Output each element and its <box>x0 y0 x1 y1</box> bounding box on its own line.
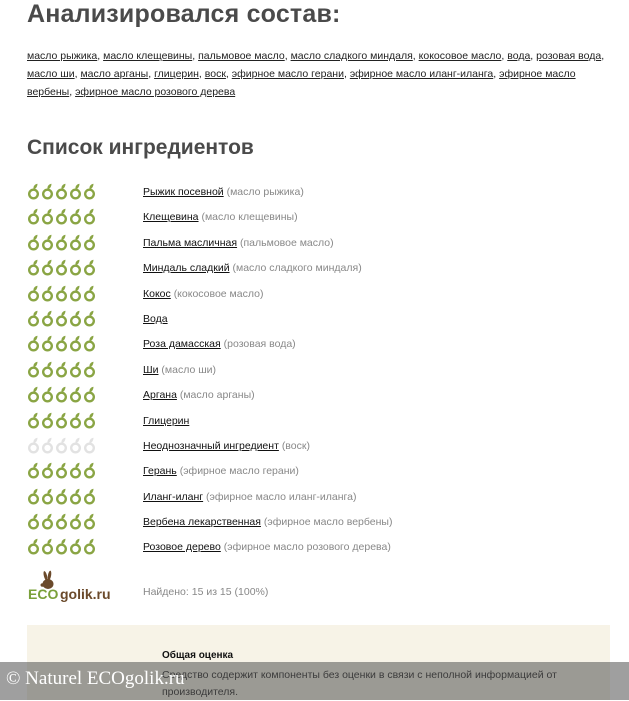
leaf-icon <box>41 386 54 403</box>
ingredient-rating <box>27 208 96 225</box>
composition-link[interactable]: глицерин <box>154 68 199 80</box>
ingredient-text <box>143 516 392 528</box>
composition-separator: , <box>69 86 76 98</box>
watermark-bar <box>0 662 629 700</box>
leaf-icon <box>83 513 96 530</box>
ingredient-row <box>27 384 617 409</box>
ingredient-original-name: (эфирное масло герани) <box>179 465 299 478</box>
ingredient-text <box>143 465 299 477</box>
leaf-icon <box>27 462 40 479</box>
leaf-icon <box>55 513 68 530</box>
leaf-icon <box>41 335 54 352</box>
ingredient-rating <box>27 285 96 302</box>
ingredient-name-link[interactable]: Кокос <box>143 287 171 300</box>
ingredient-name-link[interactable]: Розовое дерево <box>143 541 221 554</box>
ingredient-text <box>143 237 334 249</box>
ingredient-name-link[interactable]: Миндаль сладкий <box>143 262 230 275</box>
logo-eco-text: ECO <box>28 586 59 602</box>
leaf-icon <box>69 234 82 251</box>
composition-link[interactable]: кокосовое масло <box>418 50 502 62</box>
composition-separator: , <box>74 68 81 80</box>
leaf-icon <box>69 335 82 352</box>
ingredients-list <box>27 181 617 562</box>
ingredient-row <box>27 460 617 485</box>
ingredient-original-name: (пальмовое масло) <box>239 236 334 249</box>
composition-link[interactable]: розовая вода <box>536 50 602 62</box>
leaf-icon <box>41 538 54 555</box>
composition-separator: , <box>501 50 508 62</box>
found-count: Найдено: 15 из 15 (100%) <box>143 586 269 598</box>
leaf-icon <box>27 183 40 200</box>
ingredient-original-name: (воск) <box>281 439 310 452</box>
leaf-icon <box>69 208 82 225</box>
ecogolik-logo[interactable] <box>28 570 123 604</box>
ingredient-text <box>143 338 296 350</box>
composition-link[interactable]: масло ши <box>27 68 75 80</box>
leaf-icon <box>41 361 54 378</box>
leaf-icon <box>83 361 96 378</box>
leaf-icon <box>69 310 82 327</box>
leaf-icon <box>55 386 68 403</box>
composition-link[interactable]: масло сладкого миндаля <box>290 50 413 62</box>
composition-separator: , <box>192 50 199 62</box>
leaf-icon <box>27 234 40 251</box>
composition-link[interactable]: масло арганы <box>80 68 149 80</box>
leaf-icon <box>83 335 96 352</box>
leaf-icon <box>55 234 68 251</box>
leaf-icon <box>55 462 68 479</box>
leaf-icon <box>27 412 40 429</box>
leaf-icon <box>83 310 96 327</box>
composition-separator: , <box>493 68 500 80</box>
ingredient-row <box>27 410 617 435</box>
composition-link[interactable]: эфирное масло герани <box>231 68 344 80</box>
ingredient-text <box>143 211 298 223</box>
ingredient-row <box>27 257 617 282</box>
leaf-icon <box>55 259 68 276</box>
composition-separator: , <box>198 68 205 80</box>
leaf-icon <box>27 513 40 530</box>
ingredient-row <box>27 333 617 358</box>
ingredient-name-link[interactable]: Роза дамасская <box>143 338 221 351</box>
leaf-icon <box>27 259 40 276</box>
ingredient-original-name: (масло сладкого миндаля) <box>232 262 362 275</box>
leaf-icon <box>27 538 40 555</box>
watermark-text: © Naturel ECOgolik.ru <box>6 668 185 689</box>
ingredient-original-name: (эфирное масло вербены) <box>263 516 393 529</box>
leaf-icon <box>83 437 96 454</box>
composition-separator: , <box>97 50 104 62</box>
ingredient-rating <box>27 361 96 378</box>
composition-link[interactable]: пальмовое масло <box>198 50 285 62</box>
leaf-icon <box>27 335 40 352</box>
ingredient-text <box>143 541 391 553</box>
composition-separator: , <box>343 68 350 80</box>
leaf-icon <box>41 234 54 251</box>
leaf-icon <box>27 386 40 403</box>
ingredient-original-name: (эфирное масло иланг-иланга) <box>206 490 357 503</box>
ingredient-row <box>27 181 617 206</box>
leaf-icon <box>69 462 82 479</box>
leaf-icon <box>55 437 68 454</box>
ingredient-rating <box>27 462 96 479</box>
ingredient-row <box>27 359 617 384</box>
ingredient-rating <box>27 488 96 505</box>
ingredient-rating <box>27 412 96 429</box>
ingredient-text <box>143 415 189 427</box>
ingredient-row <box>27 308 617 333</box>
ingredient-name-link[interactable]: Рыжик посевной <box>143 186 224 198</box>
ingredient-row <box>27 536 617 561</box>
composition-link[interactable]: эфирное масло иланг-иланга <box>349 68 494 80</box>
ingredient-text <box>143 364 216 376</box>
leaf-icon <box>69 386 82 403</box>
leaf-icon <box>83 285 96 302</box>
ingredient-name-link[interactable]: Неоднозначный ингредиент <box>143 439 279 452</box>
ingredient-original-name: (масло клещевины) <box>201 211 298 224</box>
ingredient-original-name: (масло арганы) <box>179 389 255 402</box>
leaf-icon <box>41 285 54 302</box>
leaf-icon <box>55 183 68 200</box>
composition-links <box>27 47 617 101</box>
logo-golik-text: golik.ru <box>60 586 111 602</box>
leaf-icon <box>27 437 40 454</box>
leaf-icon <box>27 285 40 302</box>
leaf-icon <box>83 234 96 251</box>
leaf-icon <box>83 208 96 225</box>
ingredient-name-link[interactable]: Ши <box>143 363 159 376</box>
leaf-icon <box>55 285 68 302</box>
leaf-icon <box>55 208 68 225</box>
leaf-icon <box>41 513 54 530</box>
leaf-icon <box>83 386 96 403</box>
leaf-icon <box>83 462 96 479</box>
ingredient-name-link[interactable]: Аргана <box>143 389 177 402</box>
leaf-icon <box>55 335 68 352</box>
leaf-icon <box>55 361 68 378</box>
ingredient-original-name: (масло рыжика) <box>226 186 304 198</box>
ingredient-row <box>27 486 617 511</box>
leaf-icon <box>27 488 40 505</box>
ingredient-rating <box>27 437 96 454</box>
ingredient-rating <box>27 538 96 555</box>
composition-link[interactable]: эфирное масло розового дерева <box>75 86 236 98</box>
ingredient-text <box>143 491 356 503</box>
ingredient-name-link[interactable]: Клещевина <box>143 211 199 224</box>
ingredient-name-link[interactable]: Вербена лекарственная <box>143 516 261 529</box>
leaf-icon <box>41 208 54 225</box>
ingredient-rating <box>27 183 96 200</box>
leaf-icon <box>41 488 54 505</box>
ingredient-name-link[interactable]: Герань <box>143 465 177 478</box>
composition-link[interactable]: масло клещевины <box>103 50 193 62</box>
ingredient-original-name: (кокосовое масло) <box>173 287 264 300</box>
ingredient-text <box>143 440 310 452</box>
ingredient-row <box>27 511 617 536</box>
leaf-icon <box>83 538 96 555</box>
leaf-icon <box>69 513 82 530</box>
ingredient-name-link[interactable]: Пальма масличная <box>143 236 238 249</box>
leaf-icon <box>69 259 82 276</box>
leaf-icon <box>41 462 54 479</box>
ingredient-row <box>27 435 617 460</box>
composition-link[interactable]: воск <box>204 68 226 80</box>
ingredient-text <box>143 288 263 300</box>
ingredient-text <box>143 313 168 325</box>
ingredient-rating <box>27 259 96 276</box>
ingredient-rating <box>27 234 96 251</box>
leaf-icon <box>55 538 68 555</box>
ingredient-name-link[interactable]: Глицерин <box>143 414 190 427</box>
leaf-icon <box>69 538 82 555</box>
leaf-icon <box>41 183 54 200</box>
composition-separator: , <box>284 50 291 62</box>
leaf-icon <box>83 259 96 276</box>
ingredient-rating <box>27 310 96 327</box>
ingredient-rating <box>27 513 96 530</box>
composition-separator: , <box>148 68 155 80</box>
ingredient-rating <box>27 335 96 352</box>
leaf-icon <box>69 412 82 429</box>
page-title: Анализировался состав: <box>27 0 341 28</box>
composition-separator: , <box>601 50 605 62</box>
leaf-icon <box>55 488 68 505</box>
ingredient-row <box>27 232 617 257</box>
ingredient-name-link[interactable]: Вода <box>143 312 168 325</box>
leaf-icon <box>41 259 54 276</box>
leaf-icon <box>83 183 96 200</box>
leaf-icon <box>41 310 54 327</box>
ingredient-text <box>143 262 362 274</box>
leaf-icon <box>27 361 40 378</box>
leaf-icon <box>55 310 68 327</box>
overall-rating-title: Общая оценка <box>162 650 234 661</box>
leaf-icon <box>41 437 54 454</box>
ingredients-heading: Список ингредиентов <box>27 136 254 159</box>
composition-separator: , <box>412 50 419 62</box>
leaf-icon <box>27 208 40 225</box>
composition-separator: , <box>530 50 537 62</box>
leaf-icon <box>41 412 54 429</box>
ingredient-rating <box>27 386 96 403</box>
composition-link[interactable]: вода <box>507 50 531 62</box>
leaf-icon <box>69 488 82 505</box>
composition-link[interactable]: масло рыжика <box>27 50 98 62</box>
leaf-icon <box>83 488 96 505</box>
composition-separator: , <box>225 68 232 80</box>
leaf-icon <box>69 361 82 378</box>
leaf-icon <box>83 412 96 429</box>
leaf-icon <box>69 183 82 200</box>
leaf-icon <box>27 310 40 327</box>
ingredient-row <box>27 283 617 308</box>
ingredient-original-name: (эфирное масло розового дерева) <box>223 541 391 554</box>
ingredient-original-name: (масло ши) <box>161 363 217 376</box>
ingredient-row <box>27 206 617 231</box>
ingredient-text <box>143 186 304 198</box>
leaf-icon <box>55 412 68 429</box>
ingredient-text <box>143 389 255 401</box>
leaf-icon <box>69 285 82 302</box>
leaf-icon <box>69 437 82 454</box>
composition-link[interactable]: эфирное масло вербены <box>27 68 576 98</box>
ingredient-name-link[interactable]: Иланг-иланг <box>143 490 204 503</box>
ingredient-original-name: (розовая вода) <box>223 338 296 351</box>
